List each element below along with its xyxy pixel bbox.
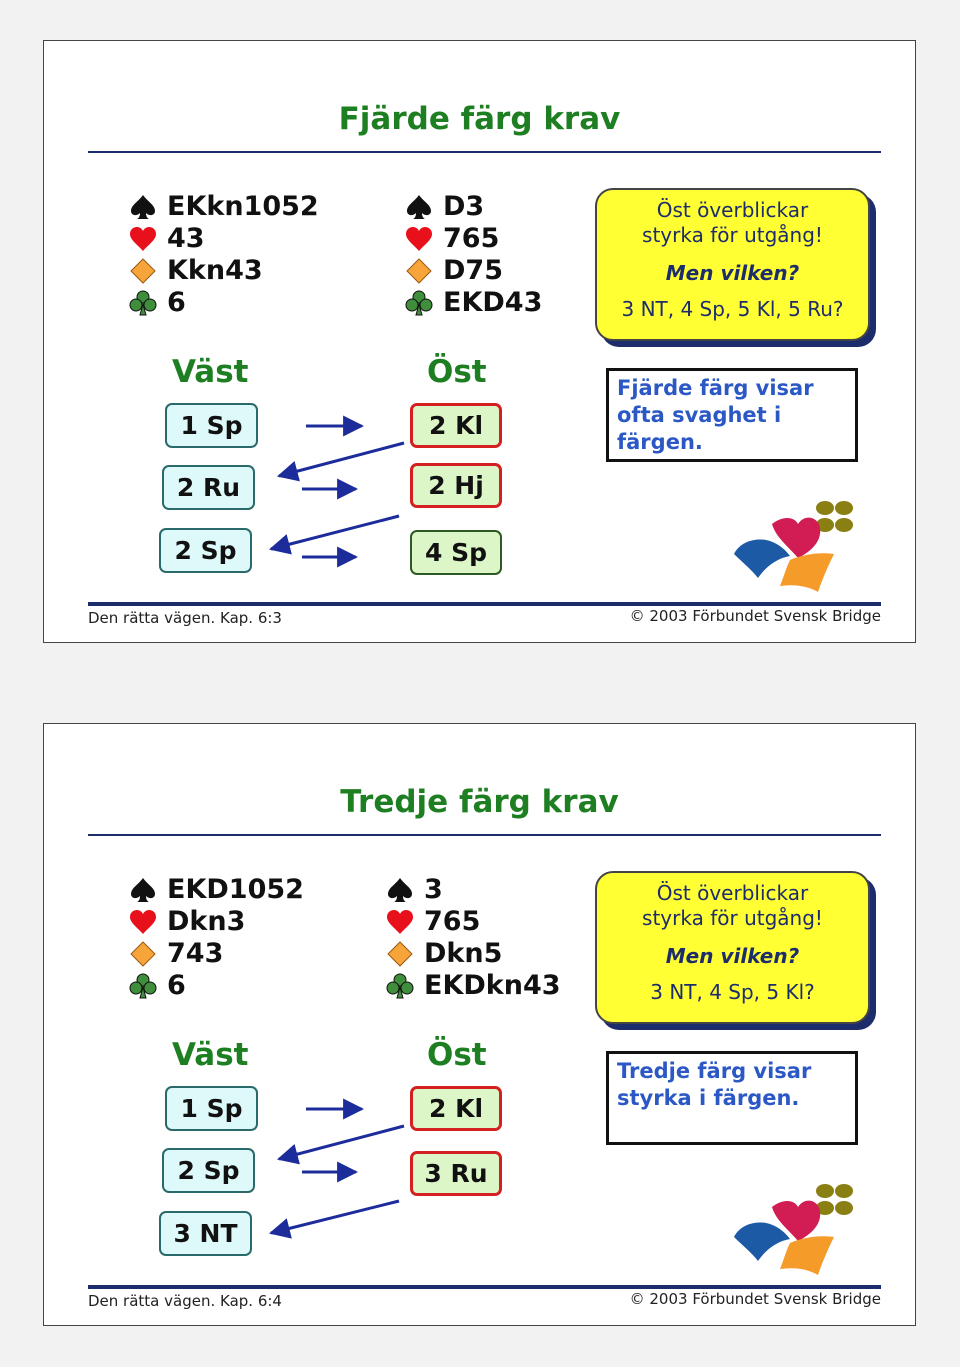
west-bid-2: 2 Sp bbox=[162, 1148, 255, 1193]
west-label: Väst bbox=[172, 1037, 249, 1073]
west-bid-2: 2 Ru bbox=[162, 465, 255, 510]
east-bid-3: 4 Sp bbox=[410, 530, 502, 575]
hearts-holding: 765 bbox=[424, 906, 481, 937]
spades-holding: EKD1052 bbox=[167, 874, 304, 905]
east-bid-2: 2 Hj bbox=[410, 463, 502, 508]
bridge-logo bbox=[732, 496, 872, 596]
west-bid-3: 3 NT bbox=[159, 1211, 252, 1256]
spades-holding: 3 bbox=[424, 874, 443, 905]
footer-copyright: © 2003 Förbundet Svensk Bridge bbox=[629, 1290, 881, 1308]
spades-holding: EKkn1052 bbox=[167, 191, 319, 222]
hearts-holding: 43 bbox=[167, 223, 205, 254]
diamonds-holding: 743 bbox=[167, 938, 224, 969]
note-box: Fjärde färg visar ofta svaghet i färgen. bbox=[606, 368, 858, 462]
east-bid-1: 2 Kl bbox=[410, 403, 502, 448]
slide-2 bbox=[43, 723, 916, 1326]
footer-copyright: © 2003 Förbundet Svensk Bridge bbox=[629, 607, 881, 625]
callout-question: Men vilken? bbox=[665, 261, 800, 285]
bridge-logo bbox=[732, 1179, 872, 1279]
footer-chapter: Den rätta vägen. Kap. 6:3 bbox=[88, 609, 282, 627]
callout-line-1: Öst överblickar bbox=[656, 881, 809, 905]
east-bid-2: 3 Ru bbox=[410, 1151, 502, 1196]
slide-title: Fjärde färg krav bbox=[338, 101, 621, 137]
footer-chapter: Den rätta vägen. Kap. 6:4 bbox=[88, 1292, 282, 1310]
note-box: Tredje färg visar styrka i färgen. bbox=[606, 1051, 858, 1145]
diamonds-holding: Dkn5 bbox=[424, 938, 503, 969]
slide-1 bbox=[43, 40, 916, 643]
arrow-left bbox=[271, 1201, 399, 1233]
arrow-left bbox=[271, 516, 399, 549]
callout-line-2: styrka för utgång! bbox=[642, 223, 823, 247]
hearts-holding: 765 bbox=[443, 223, 500, 254]
clubs-holding: 6 bbox=[167, 287, 186, 318]
callout-line-1: Öst överblickar bbox=[656, 198, 809, 222]
callout-question: Men vilken? bbox=[665, 944, 800, 968]
clubs-holding: EKDkn43 bbox=[424, 970, 561, 1001]
slide-title: Tredje färg krav bbox=[340, 784, 619, 820]
spades-holding: D3 bbox=[443, 191, 485, 222]
west-label: Väst bbox=[172, 354, 249, 390]
arrow-left bbox=[279, 443, 404, 476]
clubs-holding: 6 bbox=[167, 970, 186, 1001]
callout-answer: 3 NT, 4 Sp, 5 Kl, 5 Ru? bbox=[621, 297, 844, 321]
west-bid-1: 1 Sp bbox=[165, 403, 258, 448]
east-label: Öst bbox=[427, 354, 487, 390]
east-label: Öst bbox=[427, 1037, 487, 1073]
hearts-holding: Dkn3 bbox=[167, 906, 246, 937]
footer-divider bbox=[88, 602, 881, 606]
callout-line-2: styrka för utgång! bbox=[642, 906, 823, 930]
west-bid-1: 1 Sp bbox=[165, 1086, 258, 1131]
east-bid-1: 2 Kl bbox=[410, 1086, 502, 1131]
clubs-holding: EKD43 bbox=[443, 287, 543, 318]
callout-answer: 3 NT, 4 Sp, 5 Kl? bbox=[650, 980, 815, 1004]
footer-divider bbox=[88, 1285, 881, 1289]
arrow-left bbox=[279, 1126, 404, 1159]
diamonds-holding: Kkn43 bbox=[167, 255, 263, 286]
west-bid-3: 2 Sp bbox=[159, 528, 252, 573]
diamonds-holding: D75 bbox=[443, 255, 503, 286]
